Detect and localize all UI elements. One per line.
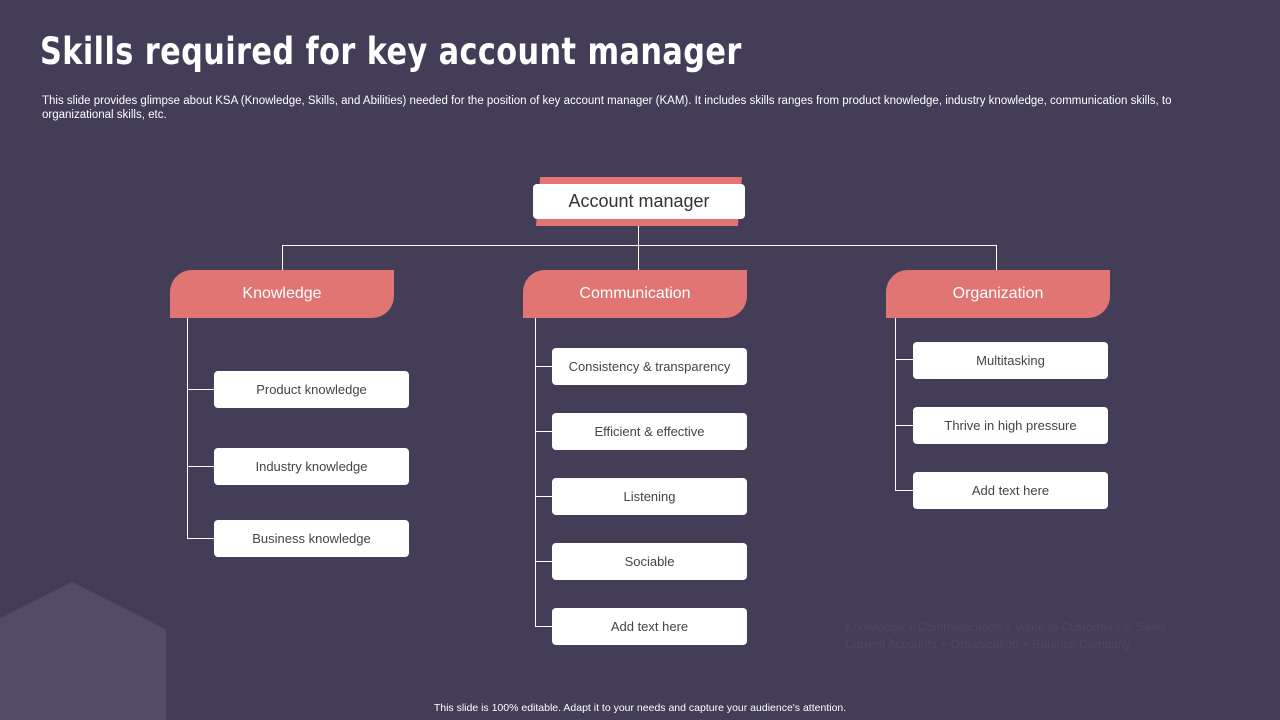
knowledge-item-industry[interactable]: Industry knowledge: [214, 448, 409, 485]
organization-item-connector: [895, 425, 913, 426]
knowledge-item-product[interactable]: Product knowledge: [214, 371, 409, 408]
communication-item-connector: [535, 496, 552, 497]
communication-item-listening[interactable]: Listening: [552, 478, 747, 515]
category-communication[interactable]: Communication: [523, 270, 747, 318]
communication-spine-connector: [535, 317, 536, 627]
communication-item-efficient[interactable]: Efficient & effective: [552, 413, 747, 450]
communication-item-connector: [535, 626, 552, 627]
organization-drop-connector: [996, 245, 997, 271]
horizontal-connector: [282, 245, 997, 246]
communication-item-connector: [535, 431, 552, 432]
communication-item-consistency[interactable]: Consistency & transparency: [552, 348, 747, 385]
knowledge-drop-connector: [282, 245, 283, 271]
faint-note: Current Accounts + Organization + Balance Company: [845, 637, 1131, 651]
organization-item-connector: [895, 359, 913, 360]
communication-item-sociable[interactable]: Sociable: [552, 543, 747, 580]
knowledge-item-connector: [187, 466, 214, 467]
organization-spine-connector: [895, 317, 896, 490]
slide-title: Skills required for key account manager: [40, 30, 742, 73]
category-knowledge[interactable]: Knowledge: [170, 270, 394, 318]
knowledge-item-business[interactable]: Business knowledge: [214, 520, 409, 557]
knowledge-item-connector: [187, 538, 214, 539]
communication-item-add-text[interactable]: Add text here: [552, 608, 747, 645]
knowledge-item-connector: [187, 389, 214, 390]
faint-note: Knowledge + Communication + Value to Customer i.e. Sales: [845, 620, 1167, 634]
slide-footer: This slide is 100% editable. Adapt it to your needs and capture your audience's attention.: [433, 702, 847, 714]
organization-item-multitasking[interactable]: Multitasking: [913, 342, 1108, 379]
organization-item-add-text[interactable]: Add text here: [913, 472, 1108, 509]
organization-item-connector: [895, 490, 913, 491]
root-node-account-manager[interactable]: Account manager: [533, 184, 745, 219]
organization-item-pressure[interactable]: Thrive in high pressure: [913, 407, 1108, 444]
category-organization[interactable]: Organization: [886, 270, 1110, 318]
communication-item-connector: [535, 366, 552, 367]
background-hexagon-decoration: [0, 582, 166, 720]
communication-drop-connector: [638, 245, 639, 271]
knowledge-spine-connector: [187, 317, 188, 539]
slide-description: This slide provides glimpse about KSA (Knowledge, Skills, and Abilities) needed for the position of key account manager (KAM). It includes skills ranges from product knowledge, industry knowledge, communication skills, to organizational skills, etc.: [42, 95, 1172, 121]
communication-item-connector: [535, 561, 552, 562]
